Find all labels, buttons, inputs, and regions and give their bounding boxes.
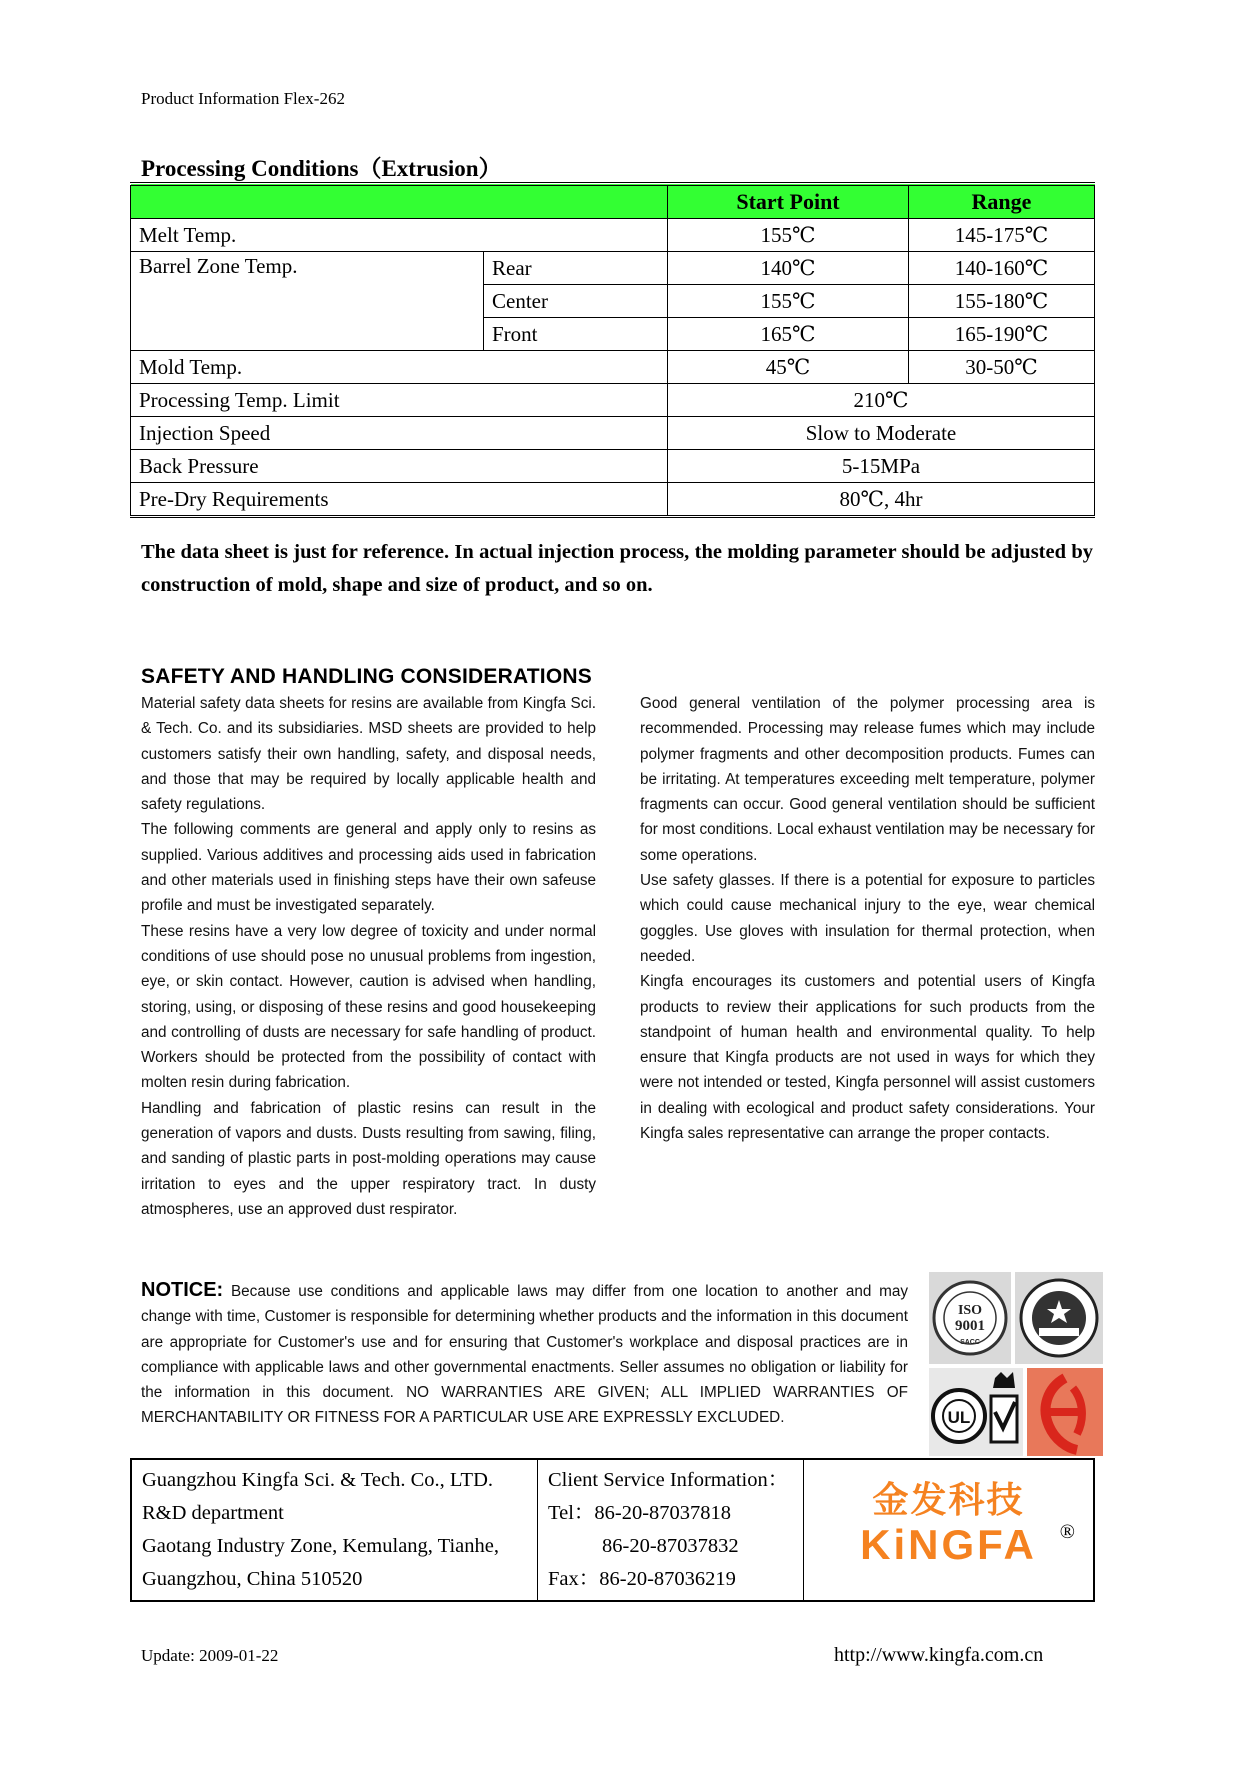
china-compulsory-certification-logo bbox=[1027, 1368, 1103, 1456]
company-cell bbox=[131, 1459, 538, 1601]
safety-paragraph: The following comments are general and apply only to resins as supplied. Various additives and processing aids used in fabrication and other materials used in finishing steps have their own safeuse profile and must be investigated separately. bbox=[141, 821, 596, 915]
table-row bbox=[131, 252, 1095, 285]
row-start: 45℃ bbox=[668, 351, 909, 384]
ul-text: UL bbox=[947, 1408, 971, 1427]
department: R&D department bbox=[142, 1502, 284, 1524]
kingfa-chinese-logo: 金发科技 bbox=[872, 1479, 1025, 1520]
safety-paragraph: These resins have a very low degree of toxicity and under normal conditions of use should pose no unusual problems from ingestion, eye, or skin contact. However, caution is advised when handling, storing, using, or disposing of these resins and good housekeeping and controlling of dusts are necessary for safe handling of product. Workers should be protected from the possibility of contact with molten resin during fabrication. bbox=[141, 922, 596, 1092]
header-range: Range bbox=[909, 184, 1095, 219]
row-label: Mold Temp. bbox=[131, 351, 668, 384]
update-date: Update: 2009-01-22 bbox=[141, 1646, 279, 1665]
row-sublabel: Front bbox=[484, 318, 668, 351]
row-label: Barrel Zone Temp. bbox=[131, 252, 484, 351]
table-row bbox=[131, 384, 1095, 417]
row-label: Melt Temp. bbox=[131, 219, 668, 252]
row-sublabel: Rear bbox=[484, 252, 668, 285]
row-range: 165-190℃ bbox=[909, 318, 1095, 351]
document-header: Product Information Flex-262 bbox=[141, 89, 345, 108]
row-label: Back Pressure bbox=[131, 450, 668, 483]
national-certification-logo bbox=[1015, 1272, 1103, 1364]
kingfa-logo: KiNGFA bbox=[860, 1521, 1037, 1568]
fax: Fax：86-20-87036219 bbox=[548, 1568, 736, 1590]
notice-text: Because use conditions and applicable laws may differ from one location to another and may change with time, Customer is responsible for determining whether products and the information in this document are appropriate for Customer's use and for ensuring that Customer's workplace and disposal practices are in compliance with applicable laws and other governmental enactments. Seller assumes no obligation or liability for the information in this document. NO WARRANTIES ARE GIVEN; ALL IMPLIED WARRANTIES OF MERCHANTABILITY OR FITNESS FOR A PARTICULAR USE ARE EXPRESSLY EXCLUDED. bbox=[141, 1283, 908, 1427]
row-value: 210℃ bbox=[668, 384, 1095, 417]
row-range: 30-50℃ bbox=[909, 351, 1095, 384]
row-value: Slow to Moderate bbox=[668, 417, 1095, 450]
row-sublabel: Center bbox=[484, 285, 668, 318]
table-row bbox=[131, 417, 1095, 450]
address-line: Guangzhou, China 510520 bbox=[142, 1568, 363, 1590]
client-service-title: Client Service Information： bbox=[548, 1469, 789, 1491]
client-service-cell bbox=[538, 1459, 804, 1601]
row-range: 155-180℃ bbox=[909, 285, 1095, 318]
company-name: Guangzhou Kingfa Sci. & Tech. Co., LTD. bbox=[142, 1469, 494, 1491]
row-start: 140℃ bbox=[668, 252, 909, 285]
safety-right-column bbox=[640, 691, 1095, 1146]
safety-paragraph: Use safety glasses. If there is a potential for exposure to particles which could cause mechanical injury to the eye, wear chemical goggles. Use gloves with insulation for thermal protection, when needed. bbox=[640, 872, 1095, 965]
safety-paragraph: Handling and fabrication of plastic resins can result in the generation of vapors and dusts. Dusts resulting from sawing, filing, and sanding of plastic parts in post-molding operations may cause irritation to eyes and the upper respiratory tract. In dusty atmospheres, use an approved dust respirator. bbox=[141, 1099, 596, 1218]
header-start-point: Start Point bbox=[668, 184, 909, 219]
row-label: Processing Temp. Limit bbox=[131, 384, 668, 417]
section-title: Processing Conditions（Extrusion） bbox=[141, 156, 502, 181]
safety-title: SAFETY AND HANDLING CONSIDERATIONS bbox=[141, 665, 592, 688]
iso-sacc: SACC bbox=[960, 1339, 980, 1346]
tel-1: Tel：86-20-87037818 bbox=[548, 1502, 732, 1524]
tel-2: 86-20-87037832 bbox=[602, 1535, 739, 1557]
row-label: Injection Speed bbox=[131, 417, 668, 450]
row-label: Pre-Dry Requirements bbox=[131, 483, 668, 517]
table-header-row bbox=[131, 184, 1095, 219]
website-link[interactable]: http://www.kingfa.com.cn bbox=[834, 1644, 1044, 1666]
safety-paragraph: Kingfa encourages its customers and potential users of Kingfa products to review their applications for such products from the standpoint of human health and environmental quality. To help ensure that Kingfa products are not used in ways for which they were not intended or tested, Kingfa personnel will assist customers in dealing with ecological and product safety considerations. Your Kingfa sales representative can arrange the proper contacts. bbox=[640, 973, 1095, 1143]
processing-table bbox=[130, 182, 1095, 518]
table-row bbox=[131, 351, 1095, 384]
iso-number: 9001 bbox=[955, 1318, 985, 1334]
registered-mark: ® bbox=[1059, 1521, 1075, 1543]
row-start: 155℃ bbox=[668, 285, 909, 318]
safety-paragraph: Good general ventilation of the polymer processing area is recommended. Processing may release fumes which may include polymer fragments and other decomposition products. Fumes can be irritating. At temperatures exceeding melt temperature, polymer fragments can occur. Good general ventilation should be sufficient for most conditions. Local exhaust ventilation may be necessary for some operations. bbox=[640, 695, 1095, 864]
iso-9001-logo bbox=[929, 1272, 1011, 1364]
row-range: 145-175℃ bbox=[909, 219, 1095, 252]
ul-logo bbox=[929, 1368, 1023, 1456]
table-row bbox=[131, 219, 1095, 252]
disclaimer: The data sheet is just for reference. In actual injection process, the molding parameter should be adjusted by construction of mold, shape and size of product, and so on. bbox=[141, 541, 1093, 596]
row-start: 165℃ bbox=[668, 318, 909, 351]
safety-left-column bbox=[141, 691, 596, 1222]
header-blank-cell bbox=[131, 184, 668, 219]
footer-contact-table bbox=[130, 1458, 1095, 1602]
brand-cell bbox=[804, 1459, 1095, 1601]
iso-text: ISO bbox=[957, 1303, 983, 1318]
table-row bbox=[131, 450, 1095, 483]
notice bbox=[141, 1278, 908, 1431]
row-value: 80℃, 4hr bbox=[668, 483, 1095, 517]
row-start: 155℃ bbox=[668, 219, 909, 252]
notice-label: NOTICE: bbox=[141, 1279, 224, 1301]
row-value: 5-15MPa bbox=[668, 450, 1095, 483]
table-row bbox=[131, 483, 1095, 517]
safety-paragraph: Material safety data sheets for resins are available from Kingfa Sci. & Tech. Co. and its subsidiaries. MSD sheets are provided to help customers satisfy their own handling, safety, and disposal needs, and those that may be required by locally applicable health and safety regulations. bbox=[141, 695, 596, 814]
row-range: 140-160℃ bbox=[909, 252, 1095, 285]
address-line: Gaotang Industry Zone, Kemulang, Tianhe, bbox=[142, 1535, 499, 1557]
